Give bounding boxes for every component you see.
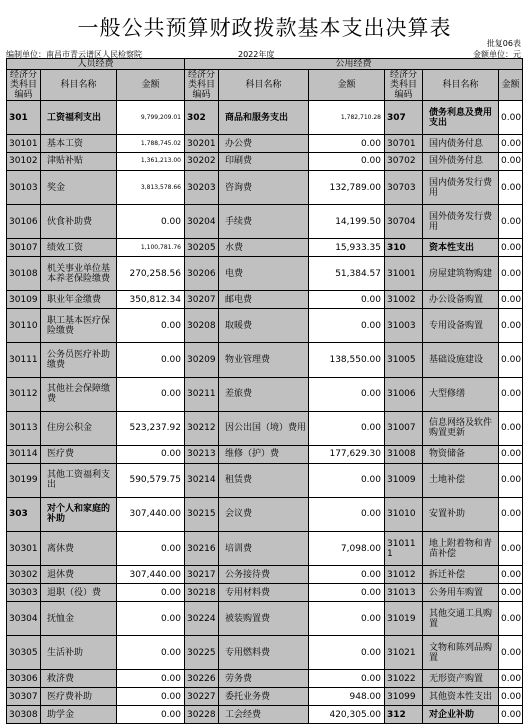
cell-code: 30212 bbox=[185, 411, 219, 445]
table-row bbox=[7, 411, 523, 445]
cell-name: 债务利息及费用支出 bbox=[423, 101, 499, 135]
cell-code: 30203 bbox=[185, 170, 219, 204]
cell-amount: 7,098.00 bbox=[309, 532, 385, 566]
cell-amount: 0.00 bbox=[309, 377, 385, 411]
header-name: 科目名称 bbox=[219, 70, 309, 101]
cell-amount: 0.00 bbox=[117, 601, 185, 635]
cell-name: 生活补助 bbox=[41, 636, 117, 670]
cell-amount: 0.00 bbox=[117, 636, 185, 670]
cell-name: 奖金 bbox=[41, 170, 117, 204]
table-row bbox=[7, 377, 523, 411]
cell-code: 30102 bbox=[7, 153, 41, 171]
cell-code: 31021 bbox=[385, 636, 423, 670]
cell-code: 30205 bbox=[185, 239, 219, 257]
cell-name: 住房公积金 bbox=[41, 411, 117, 445]
cell-name: 因公出国（境）费用 bbox=[219, 411, 309, 445]
cell-amount: 0.00 bbox=[499, 566, 523, 584]
cell-name: 医疗费 bbox=[41, 445, 117, 463]
cell-name: 绩效工资 bbox=[41, 239, 117, 257]
cell-code: 30114 bbox=[7, 445, 41, 463]
cell-code: 30103 bbox=[7, 170, 41, 204]
cell-code: 31012 bbox=[385, 566, 423, 584]
cell-code: 30208 bbox=[185, 309, 219, 343]
cell-name: 国内债务发行费用 bbox=[423, 170, 499, 204]
cell-amount: 15,933.35 bbox=[309, 239, 385, 257]
cell-amount: 0.00 bbox=[499, 170, 523, 204]
cell-amount: 0.00 bbox=[309, 153, 385, 171]
cell-name: 其他交通工具购置 bbox=[423, 601, 499, 635]
cell-name: 办公设备购置 bbox=[423, 291, 499, 309]
cell-name: 取暖费 bbox=[219, 309, 309, 343]
cell-amount: 132,789.00 bbox=[309, 170, 385, 204]
cell-name: 资本性支出 bbox=[423, 239, 499, 257]
cell-code: 31022 bbox=[385, 670, 423, 688]
cell-code: 30215 bbox=[185, 497, 219, 531]
cell-amount: 0.00 bbox=[499, 411, 523, 445]
cell-name: 津贴补贴 bbox=[41, 153, 117, 171]
table-row bbox=[7, 566, 523, 584]
table-row bbox=[7, 497, 523, 531]
cell-name: 租赁费 bbox=[219, 463, 309, 497]
report-title: 一般公共预算财政拨款基本支出决算表 bbox=[77, 16, 452, 40]
cell-name: 安置补助 bbox=[423, 497, 499, 531]
cell-amount: 1,361,213.00 bbox=[117, 153, 185, 171]
cell-name: 国内债务付息 bbox=[423, 135, 499, 153]
table-row bbox=[7, 135, 523, 153]
cell-name: 维修（护）费 bbox=[219, 445, 309, 463]
cell-amount: 420,305.00 bbox=[309, 706, 385, 724]
cell-code: 31019 bbox=[385, 601, 423, 635]
expenditure-table bbox=[6, 58, 523, 724]
cell-amount: 0.00 bbox=[499, 153, 523, 171]
cell-code: 30108 bbox=[7, 257, 41, 291]
form-number: 批复06表 bbox=[486, 39, 521, 48]
cell-code: 30224 bbox=[185, 601, 219, 635]
cell-amount: 0.00 bbox=[499, 239, 523, 257]
cell-name: 无形资产购置 bbox=[423, 670, 499, 688]
header-amount: 金额 bbox=[309, 70, 385, 101]
cell-name: 国外债务付息 bbox=[423, 153, 499, 171]
cell-name: 土地补偿 bbox=[423, 463, 499, 497]
cell-code: 30106 bbox=[7, 205, 41, 239]
cell-code: 30701 bbox=[385, 135, 423, 153]
table-row bbox=[7, 239, 523, 257]
cell-amount: 0.00 bbox=[499, 309, 523, 343]
header-name: 科目名称 bbox=[41, 70, 117, 101]
cell-amount: 1,782,710.28 bbox=[309, 101, 385, 135]
table-row bbox=[7, 170, 523, 204]
cell-name: 退休费 bbox=[41, 566, 117, 584]
cell-code: 30228 bbox=[185, 706, 219, 724]
table-row bbox=[7, 343, 523, 377]
table-row bbox=[7, 463, 523, 497]
cell-code: 310 bbox=[385, 239, 423, 257]
cell-amount: 0.00 bbox=[117, 688, 185, 706]
cell-code: 303 bbox=[7, 497, 41, 531]
cell-code: 30213 bbox=[185, 445, 219, 463]
cell-code: 30112 bbox=[7, 377, 41, 411]
cell-code: 31007 bbox=[385, 411, 423, 445]
cell-amount: 0.00 bbox=[117, 205, 185, 239]
cell-amount: 1,788,745.02 bbox=[117, 135, 185, 153]
table-row bbox=[7, 670, 523, 688]
cell-code: 30101 bbox=[7, 135, 41, 153]
cell-code: 31099 bbox=[385, 688, 423, 706]
cell-amount: 0.00 bbox=[309, 636, 385, 670]
cell-name: 其他社会保障缴费 bbox=[41, 377, 117, 411]
cell-code: 302 bbox=[185, 101, 219, 135]
cell-name: 电费 bbox=[219, 257, 309, 291]
section-public: 公用经费 bbox=[185, 59, 523, 70]
cell-code: 30111 bbox=[7, 343, 41, 377]
cell-code: 30702 bbox=[385, 153, 423, 171]
cell-amount: 590,579.75 bbox=[117, 463, 185, 497]
table-row bbox=[7, 257, 523, 291]
cell-name: 专用设备购置 bbox=[423, 309, 499, 343]
table-row bbox=[7, 601, 523, 635]
cell-amount: 0.00 bbox=[309, 291, 385, 309]
table-row bbox=[7, 309, 523, 343]
cell-name: 手续费 bbox=[219, 205, 309, 239]
cell-code: 30204 bbox=[185, 205, 219, 239]
cell-name: 助学金 bbox=[41, 706, 117, 724]
section-personnel: 人员经费 bbox=[7, 59, 185, 70]
cell-amount: 0.00 bbox=[499, 584, 523, 602]
cell-name: 文物和陈列品购置 bbox=[423, 636, 499, 670]
cell-code: 30305 bbox=[7, 636, 41, 670]
table-row bbox=[7, 291, 523, 309]
cell-name: 抚恤金 bbox=[41, 601, 117, 635]
cell-name: 其他工资福利支出 bbox=[41, 463, 117, 497]
cell-name: 邮电费 bbox=[219, 291, 309, 309]
cell-name: 伙食补助费 bbox=[41, 205, 117, 239]
cell-amount: 0.00 bbox=[117, 670, 185, 688]
cell-amount: 0.00 bbox=[499, 291, 523, 309]
cell-amount: 51,384.57 bbox=[309, 257, 385, 291]
cell-name: 公务员医疗补助缴费 bbox=[41, 343, 117, 377]
cell-code: 30218 bbox=[185, 584, 219, 602]
cell-code: 30107 bbox=[7, 239, 41, 257]
cell-amount: 0.00 bbox=[117, 343, 185, 377]
header-amount: 金额 bbox=[499, 70, 523, 101]
cell-amount: 523,237.92 bbox=[117, 411, 185, 445]
cell-amount: 0.00 bbox=[309, 309, 385, 343]
cell-code: 31013 bbox=[385, 584, 423, 602]
cell-code: 30207 bbox=[185, 291, 219, 309]
unit-label: 编制单位：南昌市青云谱区人民检察院 bbox=[6, 50, 142, 59]
cell-amount: 0.00 bbox=[499, 532, 523, 566]
cell-code: 301 bbox=[7, 101, 41, 135]
cell-code: 30703 bbox=[385, 170, 423, 204]
cell-amount: 948.00 bbox=[309, 688, 385, 706]
cell-name: 对个人和家庭的补助 bbox=[41, 497, 117, 531]
table-row bbox=[7, 445, 523, 463]
cell-code: 30226 bbox=[185, 670, 219, 688]
cell-code: 30209 bbox=[185, 343, 219, 377]
cell-amount: 0.00 bbox=[309, 584, 385, 602]
currency-unit: 金额单位：元 bbox=[473, 50, 521, 59]
cell-amount: 0.00 bbox=[499, 343, 523, 377]
cell-name: 机关事业单位基本养老保险缴费 bbox=[41, 257, 117, 291]
header-code: 经济分类科目编码 bbox=[7, 70, 41, 101]
header-name: 科目名称 bbox=[423, 70, 499, 101]
cell-amount: 0.00 bbox=[499, 445, 523, 463]
cell-code: 30306 bbox=[7, 670, 41, 688]
cell-amount: 0.00 bbox=[309, 497, 385, 531]
cell-amount: 0.00 bbox=[117, 706, 185, 724]
cell-name: 物业管理费 bbox=[219, 343, 309, 377]
cell-code: 30304 bbox=[7, 601, 41, 635]
cell-code: 30109 bbox=[7, 291, 41, 309]
cell-name: 退职（役）费 bbox=[41, 584, 117, 602]
cell-name: 印刷费 bbox=[219, 153, 309, 171]
cell-code: 31003 bbox=[385, 309, 423, 343]
cell-code: 31001 bbox=[385, 257, 423, 291]
cell-amount: 1,100,781.76 bbox=[117, 239, 185, 257]
header-code: 经济分类科目编码 bbox=[385, 70, 423, 101]
cell-name: 职业年金缴费 bbox=[41, 291, 117, 309]
table-row bbox=[7, 205, 523, 239]
cell-amount: 0.00 bbox=[499, 257, 523, 291]
cell-amount: 0.00 bbox=[499, 497, 523, 531]
cell-code: 30225 bbox=[185, 636, 219, 670]
cell-code: 30113 bbox=[7, 411, 41, 445]
cell-amount: 0.00 bbox=[499, 377, 523, 411]
cell-code: 30206 bbox=[185, 257, 219, 291]
cell-amount: 3,813,578.66 bbox=[117, 170, 185, 204]
cell-amount: 0.00 bbox=[499, 463, 523, 497]
cell-amount: 0.00 bbox=[117, 445, 185, 463]
cell-name: 房屋建筑物购建 bbox=[423, 257, 499, 291]
cell-name: 公务用车购置 bbox=[423, 584, 499, 602]
cell-code: 31005 bbox=[385, 343, 423, 377]
cell-amount: 0.00 bbox=[499, 636, 523, 670]
cell-code: 30214 bbox=[185, 463, 219, 497]
cell-amount: 0.00 bbox=[499, 706, 523, 724]
cell-code: 31010 bbox=[385, 497, 423, 531]
cell-code: 30307 bbox=[7, 688, 41, 706]
cell-name: 工会经费 bbox=[219, 706, 309, 724]
cell-name: 公务接待费 bbox=[219, 566, 309, 584]
cell-name: 救济费 bbox=[41, 670, 117, 688]
table-row bbox=[7, 688, 523, 706]
cell-amount: 350,812.34 bbox=[117, 291, 185, 309]
cell-code: 310111 bbox=[385, 532, 423, 566]
cell-amount: 0.00 bbox=[117, 377, 185, 411]
cell-code: 30201 bbox=[185, 135, 219, 153]
table-row bbox=[7, 532, 523, 566]
cell-amount: 0.00 bbox=[117, 309, 185, 343]
cell-name: 拆迁补偿 bbox=[423, 566, 499, 584]
cell-code: 30302 bbox=[7, 566, 41, 584]
cell-name: 其他资本性支出 bbox=[423, 688, 499, 706]
cell-amount: 0.00 bbox=[309, 566, 385, 584]
cell-name: 差旅费 bbox=[219, 377, 309, 411]
cell-amount: 0.00 bbox=[499, 688, 523, 706]
cell-amount: 14,199.50 bbox=[309, 205, 385, 239]
cell-name: 对企业补助 bbox=[423, 706, 499, 724]
cell-name: 基础设施建设 bbox=[423, 343, 499, 377]
cell-name: 信息网络及软件购置更新 bbox=[423, 411, 499, 445]
report-year: 2022年度 bbox=[238, 50, 275, 59]
cell-amount: 270,258.56 bbox=[117, 257, 185, 291]
header-amount: 金额 bbox=[117, 70, 185, 101]
cell-name: 劳务费 bbox=[219, 670, 309, 688]
cell-name: 工资福利支出 bbox=[41, 101, 117, 135]
cell-name: 专用燃料费 bbox=[219, 636, 309, 670]
cell-code: 30202 bbox=[185, 153, 219, 171]
cell-code: 30217 bbox=[185, 566, 219, 584]
cell-code: 31008 bbox=[385, 445, 423, 463]
cell-amount: 0.00 bbox=[309, 463, 385, 497]
cell-amount: 0.00 bbox=[117, 584, 185, 602]
cell-amount: 0.00 bbox=[499, 205, 523, 239]
cell-name: 专用材料费 bbox=[219, 584, 309, 602]
cell-amount: 307,440.00 bbox=[117, 497, 185, 531]
table-row bbox=[7, 153, 523, 171]
cell-amount: 0.00 bbox=[309, 670, 385, 688]
cell-name: 基本工资 bbox=[41, 135, 117, 153]
table-row bbox=[7, 706, 523, 724]
cell-name: 委托业务费 bbox=[219, 688, 309, 706]
cell-code: 30211 bbox=[185, 377, 219, 411]
cell-code: 31002 bbox=[385, 291, 423, 309]
cell-amount: 0.00 bbox=[499, 601, 523, 635]
cell-name: 医疗费补助 bbox=[41, 688, 117, 706]
cell-name: 国外债务发行费用 bbox=[423, 205, 499, 239]
cell-amount: 177,629.30 bbox=[309, 445, 385, 463]
cell-code: 30110 bbox=[7, 309, 41, 343]
cell-code: 30216 bbox=[185, 532, 219, 566]
cell-code: 31009 bbox=[385, 463, 423, 497]
cell-amount: 307,440.00 bbox=[117, 566, 185, 584]
cell-name: 培训费 bbox=[219, 532, 309, 566]
cell-name: 职工基本医疗保险缴费 bbox=[41, 309, 117, 343]
cell-code: 30308 bbox=[7, 706, 41, 724]
cell-amount: 0.00 bbox=[309, 411, 385, 445]
cell-code: 30303 bbox=[7, 584, 41, 602]
cell-amount: 0.00 bbox=[499, 135, 523, 153]
cell-name: 被装购置费 bbox=[219, 601, 309, 635]
cell-amount: 0.00 bbox=[117, 532, 185, 566]
table-row bbox=[7, 636, 523, 670]
cell-name: 物资储备 bbox=[423, 445, 499, 463]
cell-name: 离休费 bbox=[41, 532, 117, 566]
cell-amount: 9,799,209.01 bbox=[117, 101, 185, 135]
cell-code: 30199 bbox=[7, 463, 41, 497]
cell-name: 地上附着物和青苗补偿 bbox=[423, 532, 499, 566]
cell-code: 30227 bbox=[185, 688, 219, 706]
cell-code: 307 bbox=[385, 101, 423, 135]
cell-name: 咨询费 bbox=[219, 170, 309, 204]
cell-amount: 0.00 bbox=[499, 670, 523, 688]
cell-code: 30704 bbox=[385, 205, 423, 239]
cell-code: 30301 bbox=[7, 532, 41, 566]
cell-amount: 0.00 bbox=[499, 101, 523, 135]
header-code: 经济分类科目编码 bbox=[185, 70, 219, 101]
cell-code: 31006 bbox=[385, 377, 423, 411]
cell-name: 办公费 bbox=[219, 135, 309, 153]
table-row bbox=[7, 584, 523, 602]
cell-amount: 138,550.00 bbox=[309, 343, 385, 377]
cell-name: 会议费 bbox=[219, 497, 309, 531]
cell-name: 大型修缮 bbox=[423, 377, 499, 411]
cell-name: 水费 bbox=[219, 239, 309, 257]
cell-name: 商品和服务支出 bbox=[219, 101, 309, 135]
cell-amount: 0.00 bbox=[309, 135, 385, 153]
cell-amount: 0.00 bbox=[309, 601, 385, 635]
cell-code: 312 bbox=[385, 706, 423, 724]
table-row bbox=[7, 101, 523, 135]
